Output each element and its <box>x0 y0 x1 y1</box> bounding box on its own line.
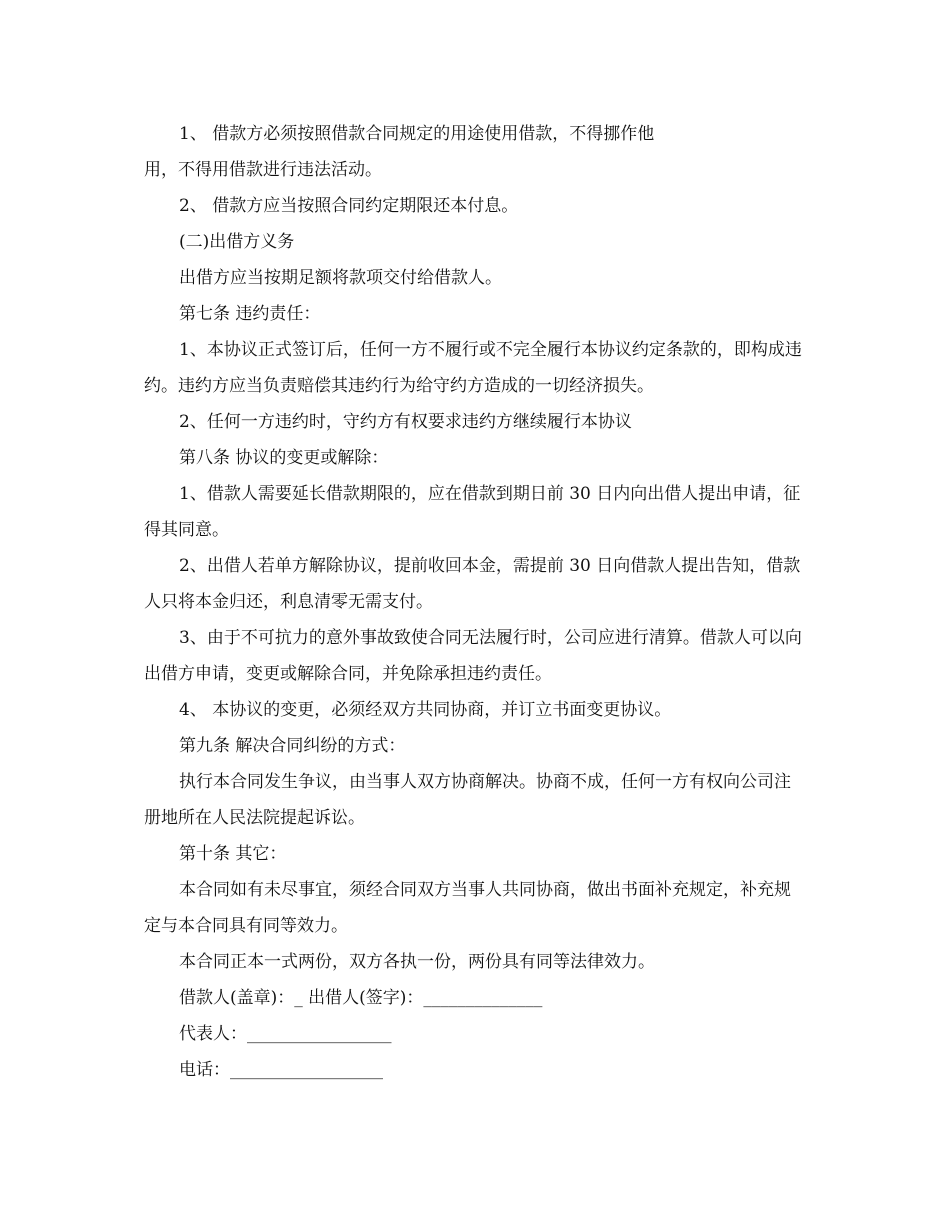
heading-article-7: 第七条 违约责任： <box>179 304 321 324</box>
paragraph-borrower-duty-2: 2、 借款方应当按照合同约定期限还本付息。 <box>179 196 519 216</box>
signature-phone-line: 电话：__________________ <box>179 1060 383 1080</box>
paragraph-article-8-item-3: 3、由于不可抗力的意外事故致使合同无法履行时，公司应进行清算。借款人可以向出借方申请，变更或解除合同，并免除承担违约责任。 <box>144 628 802 684</box>
document-body <box>144 116 806 1088</box>
paragraph-borrower-duty-1-continued: 用，不得用借款进行违法活动。 <box>144 160 382 180</box>
paragraph-copies: 本合同正本一式两份，双方各执一份，两份具有同等法律效力。 <box>179 952 655 972</box>
paragraph-article-8-item-2: 2、出借人若单方解除协议，提前收回本金，需提前 30 日向借款人提出告知，借款人只将本金归还，利息清零无需支付。 <box>144 556 801 612</box>
paragraph-lender-duty: 出借方应当按期足额将款项交付给借款人。 <box>179 268 502 288</box>
paragraph-article-8-item-4: 4、 本协议的变更，必须经双方共同协商，并订立书面变更协议。 <box>179 700 672 720</box>
paragraph-article-7-item-1: 1、本协议正式签订后，任何一方不履行或不完全履行本协议约定条款的，即构成违约。违约方应当负责赔偿其违约行为给守约方造成的一切经济损失。 <box>144 340 802 396</box>
heading-article-10: 第十条 其它： <box>179 844 287 864</box>
paragraph-article-9: 执行本合同发生争议，由当事人双方协商解决。协商不成，任何一方有权向公司注册地所在人民法院提起诉讼。 <box>144 772 791 828</box>
paragraph-borrower-duty-1: 1、 借款方必须按照借款合同规定的用途使用借款，不得挪作他 <box>179 124 655 144</box>
paragraph-article-7-item-2: 2、任何一方违约时，守约方有权要求违约方继续履行本协议 <box>179 412 632 432</box>
paragraph-article-8-item-1: 1、借款人需要延长借款期限的，应在借款到期日前 30 日内向出借人提出申请，征得其同意。 <box>144 484 801 540</box>
heading-article-9: 第九条 解决合同纠纷的方式： <box>179 736 406 756</box>
signature-borrower-lender-line: 借款人(盖章)：_ 出借人(签字)：______________ <box>179 988 543 1008</box>
paragraph-article-10: 本合同如有未尽事宜，须经合同双方当事人共同协商，做出书面补充规定，补充规定与本合同具有同等效力。 <box>144 880 791 936</box>
signature-representative-line: 代表人：_________________ <box>179 1024 392 1044</box>
heading-article-8: 第八条 协议的变更或解除： <box>179 448 389 468</box>
heading-lender-duties: (二)出借方义务 <box>179 232 295 252</box>
